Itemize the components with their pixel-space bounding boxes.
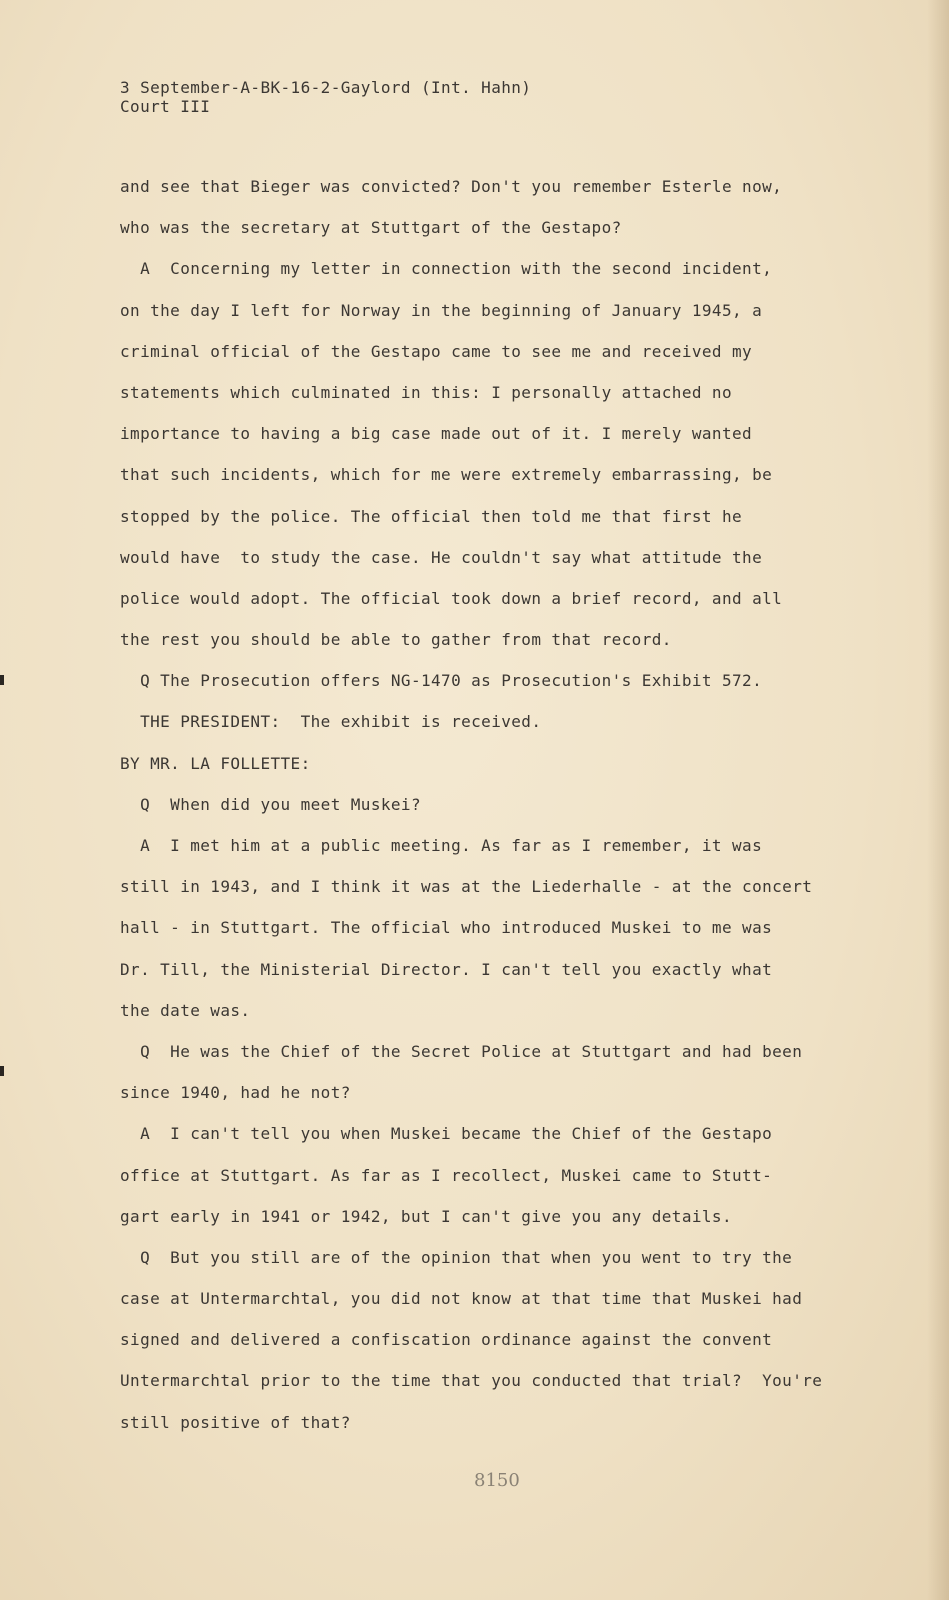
transcript-line: the rest you should be able to gather from that record. bbox=[120, 630, 672, 650]
header-line-2: Court III bbox=[120, 97, 211, 116]
transcript-line: THE PRESIDENT: The exhibit is received. bbox=[120, 712, 542, 732]
transcript-line: A I met him at a public meeting. As far as I remember, it was bbox=[120, 836, 763, 855]
transcript-line: gart early in 1941 or 1942, but I can't give you any details. bbox=[120, 1206, 733, 1226]
transcript-line: A I can't tell you when Muskei became the Chief of the Gestapo bbox=[120, 1124, 773, 1144]
transcript-line: A Concerning my letter in connection with the second incident, bbox=[120, 259, 773, 279]
transcript-line: still in 1943, and I think it was at the Liederhalle - at the concert bbox=[120, 877, 813, 897]
transcript-line: Q The Prosecution offers NG-1470 as Prosecution's Exhibit 572. bbox=[120, 671, 763, 691]
transcript-line: statements which culminated in this: I personally attached no bbox=[120, 382, 733, 402]
transcript-line: who was the secretary at Stuttgart of the Gestapo? bbox=[120, 218, 622, 238]
transcript-line: Q When did you meet Muskei? bbox=[120, 794, 421, 814]
transcript-body bbox=[120, 175, 822, 1452]
transcript-line: signed and delivered a confiscation ordinance against the convent bbox=[120, 1330, 773, 1350]
transcript-line: the date was. bbox=[120, 1000, 251, 1020]
transcript-line: importance to having a big case made out of it. I merely wanted bbox=[120, 424, 753, 444]
page-number: 8150 bbox=[474, 1470, 520, 1491]
transcript-line: case at Untermarchtal, you did not know at that time that Muskei had bbox=[120, 1289, 803, 1309]
transcript-line: Dr. Till, the Ministerial Director. I can't tell you exactly what bbox=[120, 959, 773, 979]
document-header bbox=[120, 78, 531, 116]
transcript-line: since 1940, had he not? bbox=[120, 1083, 351, 1103]
transcript-line: stopped by the police. The official then told me that first he bbox=[120, 506, 743, 526]
transcript-line: and see that Bieger was convicted? Don't you remember Esterle now, bbox=[120, 177, 783, 196]
transcript-line: hall - in Stuttgart. The official who introduced Muskei to me was bbox=[120, 918, 773, 938]
header-line-1: 3 September-A-BK-16-2-Gaylord (Int. Hahn) bbox=[120, 78, 532, 97]
margin-mark bbox=[0, 675, 4, 685]
transcript-line: criminal official of the Gestapo came to see me and received my bbox=[120, 341, 753, 361]
transcript-line: that such incidents, which for me were extremely embarrassing, be bbox=[120, 465, 773, 485]
transcript-line: Q But you still are of the opinion that when you went to try the bbox=[120, 1247, 793, 1267]
page-edge-shadow bbox=[927, 0, 949, 1600]
transcript-line: police would adopt. The official took down a brief record, and all bbox=[120, 588, 783, 608]
transcript-line: Q He was the Chief of the Secret Police at Stuttgart and had been bbox=[120, 1041, 803, 1061]
transcript-line: still positive of that? bbox=[120, 1412, 351, 1432]
margin-mark bbox=[0, 1066, 4, 1076]
transcript-line: would have to study the case. He couldn't say what attitude the bbox=[120, 547, 763, 567]
transcript-line: on the day I left for Norway in the beginning of January 1945, a bbox=[120, 300, 763, 320]
transcript-line: Untermarchtal prior to the time that you conducted that trial? You're bbox=[120, 1371, 823, 1391]
transcript-line: BY MR. LA FOLLETTE: bbox=[120, 753, 311, 773]
transcript-line: office at Stuttgart. As far as I recollect, Muskei came to Stutt- bbox=[120, 1165, 773, 1185]
